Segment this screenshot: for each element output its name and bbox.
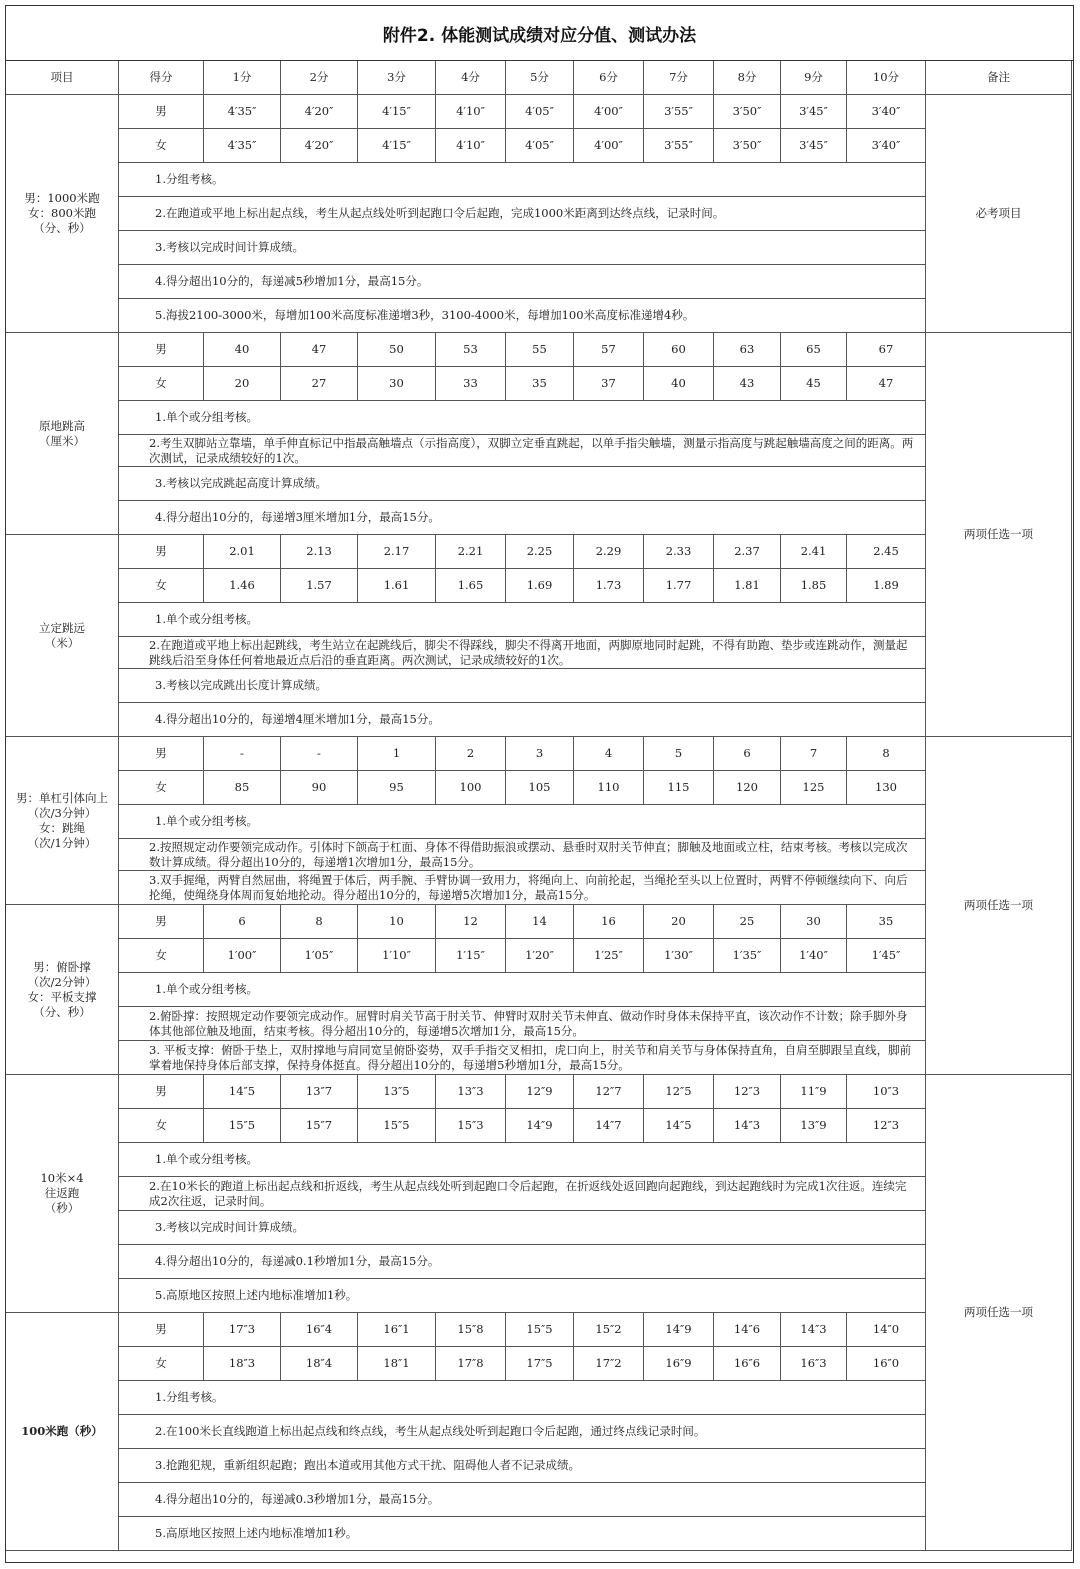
score-cell: 12″3 (847, 1109, 926, 1143)
score-cell: 16″4 (281, 1313, 358, 1347)
section-item-name: 100米跑（秒） (6, 1313, 119, 1551)
method-note: 3. 平板支撑：俯卧于垫上，双肘撑地与肩同宽呈俯卧姿势，双手手指交叉相扣，虎口向上，肘关节和肩关节与身体保持直角，自肩至脚跟呈直线，脚前掌着地保持身体后部支撑，保持身体挺直。得分超出10分的，每递增5秒增加1分，最高15分。 (119, 1041, 926, 1075)
score-cell: 1.69 (506, 569, 574, 603)
section-item-name: 10米×4 往返跑 （秒） (6, 1075, 119, 1313)
score-cell: 3 (506, 737, 574, 771)
score-cell: 130 (847, 771, 926, 805)
header-point: 7分 (644, 61, 714, 95)
score-cell: 1.73 (574, 569, 644, 603)
header-point: 2分 (281, 61, 358, 95)
score-cell: 15″5 (506, 1313, 574, 1347)
score-cell: 1′45″ (847, 939, 926, 973)
score-cell: 1.89 (847, 569, 926, 603)
score-cell: 4′20″ (281, 129, 358, 163)
score-cell: 45 (781, 367, 847, 401)
score-cell: 17″2 (574, 1347, 644, 1381)
score-cell: 15″8 (436, 1313, 506, 1347)
score-cell: 2.33 (644, 535, 714, 569)
score-cell: 15″5 (204, 1109, 281, 1143)
method-note: 2.考生双脚站立靠墙，单手伸直标记中指最高触墙点（示指高度），双脚立定垂直跳起，以单手指尖触墙，测量示指高度与跳起触墙高度之间的距离。两次测试，记录成绩较好的1次。 (119, 435, 926, 467)
gender-label-female: 女 (119, 771, 204, 805)
score-cell: 25 (714, 905, 781, 939)
method-note: 2.在100米长直线跑道上标出起点线和终点线，考生从起点线处听到起跑口令后起跑，通过终点线记录时间。 (119, 1415, 926, 1449)
header-point: 3分 (358, 61, 436, 95)
score-cell: 4′35″ (204, 129, 281, 163)
score-cell: 17″5 (506, 1347, 574, 1381)
score-cell: 4 (574, 737, 644, 771)
score-cell: 47 (847, 367, 926, 401)
score-cell: 50 (358, 333, 436, 367)
score-cell: 17″3 (204, 1313, 281, 1347)
score-cell: 1′05″ (281, 939, 358, 973)
score-cell: 1′00″ (204, 939, 281, 973)
section-item-name: 立定跳远 （米） (6, 535, 119, 737)
score-cell: 4′15″ (358, 95, 436, 129)
section-item-name: 男：单杠引体向上 （次/3分钟） 女：跳绳 （次/1分钟） (6, 737, 119, 905)
score-cell: 4′00″ (574, 95, 644, 129)
header-score: 得分 (119, 61, 204, 95)
score-cell: 125 (781, 771, 847, 805)
score-cell: 30 (358, 367, 436, 401)
score-cell: 57 (574, 333, 644, 367)
method-note: 3.考核以完成跳出长度计算成绩。 (119, 669, 926, 703)
score-cell: 8 (281, 905, 358, 939)
gender-label-male: 男 (119, 1313, 204, 1347)
score-cell: 12″9 (506, 1075, 574, 1109)
header-point: 4分 (436, 61, 506, 95)
score-cell: 3′55″ (644, 129, 714, 163)
score-cell: 1 (358, 737, 436, 771)
method-note: 3.考核以完成时间计算成绩。 (119, 231, 926, 265)
score-cell: 14″9 (506, 1109, 574, 1143)
score-cell: 90 (281, 771, 358, 805)
score-cell: 1.77 (644, 569, 714, 603)
score-cell: 15″7 (281, 1109, 358, 1143)
method-note: 3.考核以完成时间计算成绩。 (119, 1211, 926, 1245)
score-cell: 14″5 (644, 1109, 714, 1143)
score-cell: 4′20″ (281, 95, 358, 129)
score-cell: 14″3 (714, 1109, 781, 1143)
page-title: 附件2. 体能测试成绩对应分值、测试办法 (6, 6, 1073, 61)
score-cell: 18″1 (358, 1347, 436, 1381)
score-cell: 3′50″ (714, 129, 781, 163)
score-cell: 14″9 (644, 1313, 714, 1347)
remark-cell: 两项任选一项 (926, 333, 1072, 737)
score-cell: 43 (714, 367, 781, 401)
method-note: 2.在跑道或平地上标出起跳线，考生站立在起跳线后，脚尖不得踩线，脚尖不得离开地面，两脚原地同时起跳，不得有助跑、垫步或连跳动作，测量起跳线后沿至身体任何着地最近点后沿的垂直距离。两次测试，记录成绩较好的1次。 (119, 637, 926, 669)
score-cell: 14″5 (204, 1075, 281, 1109)
score-cell: 12″5 (644, 1075, 714, 1109)
score-cell: 11″9 (781, 1075, 847, 1109)
method-note: 3.抢跑犯规，重新组织起跑；跑出本道或用其他方式干扰、阻碍他人者不记录成绩。 (119, 1449, 926, 1483)
score-cell: 13″7 (281, 1075, 358, 1109)
score-cell: 4′05″ (506, 129, 574, 163)
method-note: 4.得分超出10分的，每递减0.3秒增加1分，最高15分。 (119, 1483, 926, 1517)
score-cell: 1.61 (358, 569, 436, 603)
method-note: 1.分组考核。 (119, 163, 926, 197)
header-point: 5分 (506, 61, 574, 95)
method-note: 1.分组考核。 (119, 1381, 926, 1415)
score-cell: 95 (358, 771, 436, 805)
score-cell: 15″2 (574, 1313, 644, 1347)
score-cell: 16″3 (781, 1347, 847, 1381)
score-cell: 1′10″ (358, 939, 436, 973)
score-cell: 12 (436, 905, 506, 939)
score-cell: 18″3 (204, 1347, 281, 1381)
header-point: 1分 (204, 61, 281, 95)
score-cell: 2.29 (574, 535, 644, 569)
method-note: 2.在10米长的跑道上标出起点线和折返线，考生从起点线处听到起跑口令后起跑，在折返线处返回跑向起跑线，到达起跑线时为完成1次往返。连续完成2次往返，记录时间。 (119, 1177, 926, 1211)
score-cell: 1.81 (714, 569, 781, 603)
method-note: 4.得分超出10分的，每递增3厘米增加1分，最高15分。 (119, 501, 926, 535)
score-cell: 1′30″ (644, 939, 714, 973)
score-cell: 1′25″ (574, 939, 644, 973)
gender-label-female: 女 (119, 129, 204, 163)
gender-label-female: 女 (119, 1109, 204, 1143)
gender-label-male: 男 (119, 95, 204, 129)
score-cell: 14″3 (781, 1313, 847, 1347)
score-cell: 6 (204, 905, 281, 939)
score-cell: 65 (781, 333, 847, 367)
score-cell: 40 (204, 333, 281, 367)
score-cell: 15″3 (436, 1109, 506, 1143)
score-cell: 27 (281, 367, 358, 401)
score-cell: 35 (847, 905, 926, 939)
method-note: 2.按照规定动作要领完成动作。引体时下颌高于杠面、身体不得借助振浪或摆动、悬垂时双肘关节伸直；脚触及地面或立柱，结束考核。考核以完成次数计算成绩。得分超出10分的，每递增1次增加1分，最高15分。 (119, 839, 926, 871)
gender-label-male: 男 (119, 535, 204, 569)
score-cell: 10″3 (847, 1075, 926, 1109)
score-cell: 1′35″ (714, 939, 781, 973)
score-cell: 47 (281, 333, 358, 367)
method-note: 1.单个或分组考核。 (119, 805, 926, 839)
score-cell: - (204, 737, 281, 771)
score-cell: 16″1 (358, 1313, 436, 1347)
header-remark: 备注 (926, 61, 1072, 95)
score-cell: 2 (436, 737, 506, 771)
score-cell: 14″7 (574, 1109, 644, 1143)
score-cell: 12″3 (714, 1075, 781, 1109)
header-point: 8分 (714, 61, 781, 95)
score-cell: 53 (436, 333, 506, 367)
method-note: 5.高原地区按照上述内地标准增加1秒。 (119, 1279, 926, 1313)
score-cell: 2.41 (781, 535, 847, 569)
fitness-score-table (5, 5, 1074, 1563)
score-cell: 37 (574, 367, 644, 401)
gender-label-female: 女 (119, 367, 204, 401)
section-item-name: 男：俯卧撑 （次/2分钟） 女：平板支撑 （分、秒） (6, 905, 119, 1075)
score-cell: 20 (204, 367, 281, 401)
score-cell: 105 (506, 771, 574, 805)
score-cell: 2.01 (204, 535, 281, 569)
score-cell: 35 (506, 367, 574, 401)
method-note: 1.单个或分组考核。 (119, 973, 926, 1007)
score-cell: 3′40″ (847, 129, 926, 163)
method-note: 5.海拔2100-3000米，每增加100米高度标准递增3秒，3100-4000米，每增加100米高度标准递增4秒。 (119, 299, 926, 333)
gender-label-male: 男 (119, 333, 204, 367)
score-cell: 2.21 (436, 535, 506, 569)
score-cell: 1.85 (781, 569, 847, 603)
score-cell: 120 (714, 771, 781, 805)
score-cell: 4′05″ (506, 95, 574, 129)
score-cell: 16″6 (714, 1347, 781, 1381)
score-cell: 33 (436, 367, 506, 401)
score-cell: 20 (644, 905, 714, 939)
header-item: 项目 (6, 61, 119, 95)
method-note: 2.俯卧撑：按照规定动作要领完成动作。屈臂时肩关节高于肘关节、伸臂时双肘关节未伸直、做动作时身体未保持平直，该次动作不计数；除手脚外身体其他部位触及地面，结束考核。得分超出10分的，每递增5次增加1分，最高15分。 (119, 1007, 926, 1041)
method-note: 2.在跑道或平地上标出起点线，考生从起点线处听到起跑口令后起跑，完成1000米距离到达终点线，记录时间。 (119, 197, 926, 231)
gender-label-female: 女 (119, 1347, 204, 1381)
score-cell: 17″8 (436, 1347, 506, 1381)
score-cell: 63 (714, 333, 781, 367)
remark-cell: 两项任选一项 (926, 737, 1072, 1075)
section-item-name: 男：1000米跑 女：800米跑 （分、秒） (6, 95, 119, 333)
score-cell: 15″5 (358, 1109, 436, 1143)
score-cell: 2.13 (281, 535, 358, 569)
remark-cell: 必考项目 (926, 95, 1072, 333)
method-note: 5.高原地区按照上述内地标准增加1秒。 (119, 1517, 926, 1551)
score-cell: 12″7 (574, 1075, 644, 1109)
score-cell: 14″6 (714, 1313, 781, 1347)
score-cell: 14 (506, 905, 574, 939)
score-cell: 1.65 (436, 569, 506, 603)
method-note: 4.得分超出10分的，每递增4厘米增加1分，最高15分。 (119, 703, 926, 737)
score-cell: 16″9 (644, 1347, 714, 1381)
score-cell: 13″3 (436, 1075, 506, 1109)
score-cell: 13″9 (781, 1109, 847, 1143)
score-cell: 8 (847, 737, 926, 771)
score-cell: 18″4 (281, 1347, 358, 1381)
score-cell: 1.46 (204, 569, 281, 603)
gender-label-female: 女 (119, 569, 204, 603)
header-point: 10分 (847, 61, 926, 95)
gender-label-male: 男 (119, 1075, 204, 1109)
score-cell: 16 (574, 905, 644, 939)
score-cell: 4′10″ (436, 95, 506, 129)
score-cell: 67 (847, 333, 926, 367)
score-cell: 10 (358, 905, 436, 939)
score-cell: 3′55″ (644, 95, 714, 129)
remark-cell: 两项任选一项 (926, 1075, 1072, 1551)
score-cell: 1′40″ (781, 939, 847, 973)
method-note: 4.得分超出10分的，每递减0.1秒增加1分，最高15分。 (119, 1245, 926, 1279)
score-cell: 55 (506, 333, 574, 367)
score-cell: 60 (644, 333, 714, 367)
method-note: 1.单个或分组考核。 (119, 1143, 926, 1177)
score-cell: 1.57 (281, 569, 358, 603)
score-cell: 2.37 (714, 535, 781, 569)
score-cell: 4′10″ (436, 129, 506, 163)
method-note: 3.考核以完成跳起高度计算成绩。 (119, 467, 926, 501)
score-cell: 2.25 (506, 535, 574, 569)
score-cell: 30 (781, 905, 847, 939)
gender-label-male: 男 (119, 737, 204, 771)
score-cell: 4′35″ (204, 95, 281, 129)
method-note: 1.单个或分组考核。 (119, 401, 926, 435)
score-cell: 85 (204, 771, 281, 805)
score-cell: 3′40″ (847, 95, 926, 129)
score-cell: 16″0 (847, 1347, 926, 1381)
score-cell: 1′20″ (506, 939, 574, 973)
score-cell: 14″0 (847, 1313, 926, 1347)
gender-label-female: 女 (119, 939, 204, 973)
section-item-name: 原地跳高 （厘米） (6, 333, 119, 535)
score-cell: 3′45″ (781, 95, 847, 129)
score-cell: 115 (644, 771, 714, 805)
score-cell: 3′45″ (781, 129, 847, 163)
gender-label-male: 男 (119, 905, 204, 939)
header-point: 9分 (781, 61, 847, 95)
score-cell: 13″5 (358, 1075, 436, 1109)
score-cell: 1′15″ (436, 939, 506, 973)
score-cell: 7 (781, 737, 847, 771)
score-cell: 2.45 (847, 535, 926, 569)
score-cell: 3′50″ (714, 95, 781, 129)
method-note: 4.得分超出10分的，每递减5秒增加1分，最高15分。 (119, 265, 926, 299)
score-cell: 4′00″ (574, 129, 644, 163)
method-note: 1.单个或分组考核。 (119, 603, 926, 637)
score-cell: 4′15″ (358, 129, 436, 163)
score-cell: - (281, 737, 358, 771)
header-point: 6分 (574, 61, 644, 95)
score-cell: 110 (574, 771, 644, 805)
method-note: 3.双手握绳，两臂自然屈曲，将绳置于体后，两手腕、手臂协调一致用力，将绳向上、向前抡起，当绳抡至头以上位置时，两臂不停顿继续向下、向后抡绳，使绳绕身体周而复始地抡动。得分超出10分的，每递增5次增加1分，最高15分。 (119, 871, 926, 905)
score-cell: 40 (644, 367, 714, 401)
score-cell: 100 (436, 771, 506, 805)
score-cell: 6 (714, 737, 781, 771)
score-cell: 2.17 (358, 535, 436, 569)
score-cell: 5 (644, 737, 714, 771)
